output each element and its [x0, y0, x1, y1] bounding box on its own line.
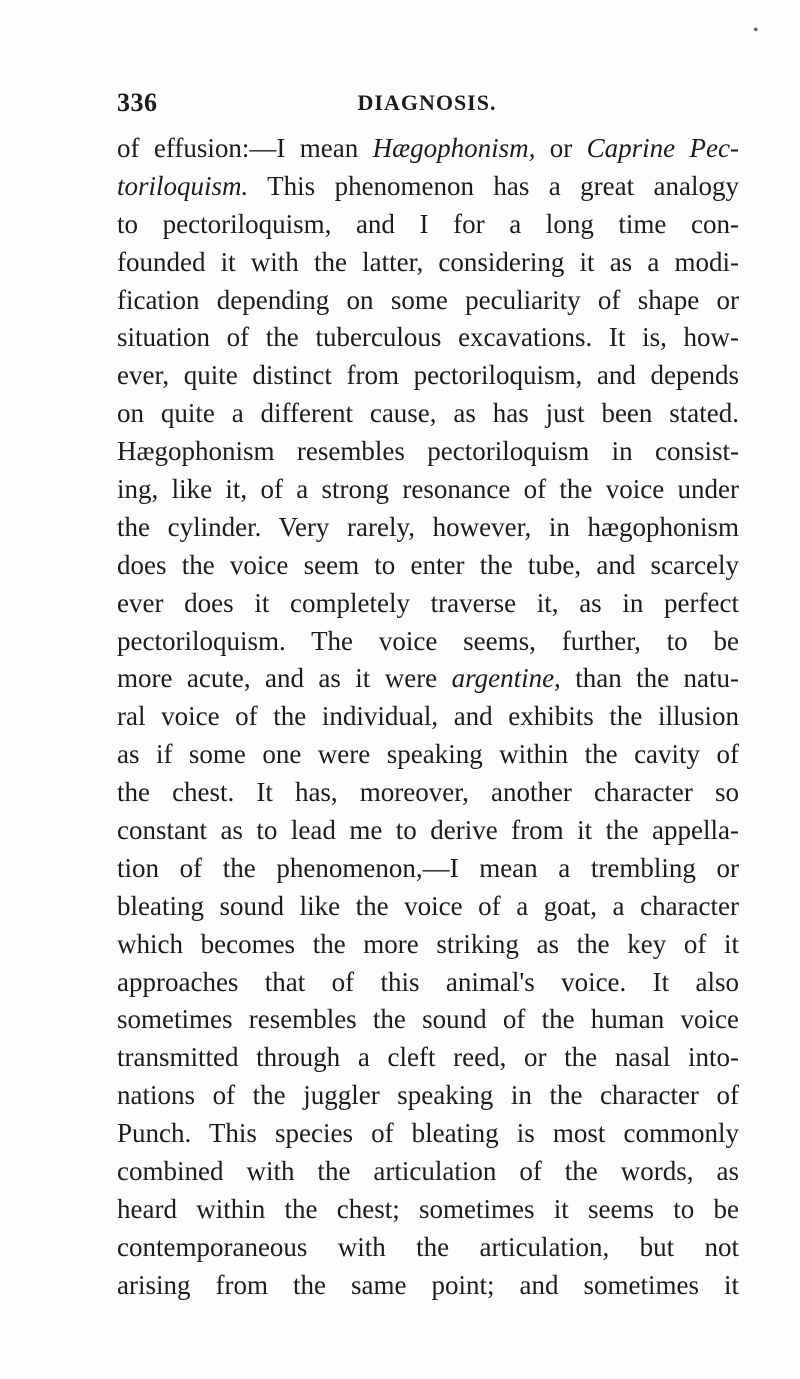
- text-line: [117, 1077, 739, 1115]
- text-line: [117, 623, 739, 661]
- text-segment: more acute, and as it were: [117, 663, 452, 694]
- text-segment: of effusion:—I mean: [117, 133, 373, 163]
- text-line: [117, 282, 739, 320]
- italic-text: Caprine Pec-: [586, 133, 739, 163]
- text-segment: ever, quite distinct from pectoriloquism, and depends: [117, 360, 739, 391]
- text-line: [117, 168, 739, 206]
- text-line: [117, 433, 739, 471]
- text-segment: ever does it completely traverse it, as in perfect: [117, 587, 739, 618]
- text-segment: Punch. This species of bleating is most commonly: [117, 1118, 739, 1149]
- text-segment: Hægophonism resembles pectoriloquism in consist-: [117, 436, 739, 467]
- running-head: DIAGNOSIS.: [357, 90, 497, 115]
- text-line: [117, 812, 739, 850]
- text-line: [117, 547, 739, 585]
- corner-mark: •: [753, 22, 759, 39]
- text-segment: constant as to lead me to derive from it the appella-: [117, 815, 739, 846]
- text-segment: to pectoriloquism, and I for a long time con-: [117, 208, 739, 239]
- text-line: [117, 1001, 739, 1039]
- italic-text: Hægophonism,: [372, 133, 536, 163]
- text-segment: contemporaneous with the articulation, but not: [117, 1231, 739, 1262]
- text-segment: on quite a different cause, as has just been stated.: [117, 398, 739, 429]
- text-line: [117, 926, 739, 964]
- text-segment: nations of the juggler speaking in the character of: [117, 1080, 739, 1111]
- text-segment: situation of the tuberculous excavations. It is, how-: [117, 322, 739, 353]
- text-segment: bleating sound like the voice of a goat, a character: [117, 890, 739, 921]
- text-segment: ing, like it, of a strong resonance of the voice under: [117, 474, 739, 505]
- text-segment: as if some one were speaking within the cavity of: [117, 739, 739, 770]
- text-segment: does the voice seem to enter the tube, and scarcely: [117, 549, 739, 580]
- page-number: 336: [117, 88, 158, 117]
- text-segment: sometimes resembles the sound of the human voice: [117, 1004, 739, 1035]
- text-line: [117, 964, 739, 1002]
- text-line: [117, 130, 739, 168]
- text-segment: approaches that of this animal's voice. It also: [117, 966, 739, 997]
- text-line: [117, 1229, 739, 1267]
- text-line: [117, 736, 739, 774]
- text-line: [117, 1267, 739, 1305]
- text-segment: than the natu-: [560, 663, 739, 694]
- text-line: [117, 509, 739, 547]
- italic-text: argentine,: [451, 663, 561, 694]
- page-header: [117, 88, 737, 124]
- text-segment: ral voice of the individual, and exhibits the illusion: [117, 701, 739, 732]
- italic-text: toriloquism.: [117, 170, 249, 201]
- text-segment: combined with the articulation of the words, as: [117, 1156, 739, 1187]
- text-line: [117, 1191, 739, 1229]
- text-segment: founded it with the latter, considering it as a modi-: [117, 246, 739, 277]
- text-line: [117, 850, 739, 888]
- text-line: [117, 357, 739, 395]
- text-segment: heard within the chest; sometimes it seems to be: [117, 1193, 739, 1224]
- text-line: [117, 244, 739, 282]
- text-line: [117, 698, 739, 736]
- text-line: [117, 585, 739, 623]
- text-segment: fication depending on some peculiarity of shape or: [117, 284, 739, 315]
- text-segment: tion of the phenomenon,—I mean a trembling or: [117, 852, 739, 883]
- text-segment: arising from the same point; and sometimes it: [117, 1269, 739, 1300]
- text-line: [117, 888, 739, 926]
- text-line: [117, 1115, 739, 1153]
- text-segment: transmitted through a cleft reed, or the nasal into-: [117, 1042, 739, 1073]
- text-line: [117, 206, 739, 244]
- text-line: [117, 774, 739, 812]
- text-segment: pectoriloquism. The voice seems, further, to be: [117, 625, 739, 656]
- text-segment: which becomes the more striking as the key of it: [117, 928, 739, 959]
- text-segment: or: [535, 133, 587, 163]
- text-line: [117, 1153, 739, 1191]
- text-line: [117, 395, 739, 433]
- text-line: [117, 319, 739, 357]
- text-segment: the chest. It has, moreover, another character so: [117, 777, 739, 808]
- text-line: [117, 471, 739, 509]
- body-text: [117, 130, 739, 1305]
- text-segment: the cylinder. Very rarely, however, in hægophonism: [117, 511, 739, 542]
- text-line: [117, 660, 739, 698]
- text-line: [117, 1039, 739, 1077]
- text-segment: This phenomenon has a great analogy: [248, 170, 739, 201]
